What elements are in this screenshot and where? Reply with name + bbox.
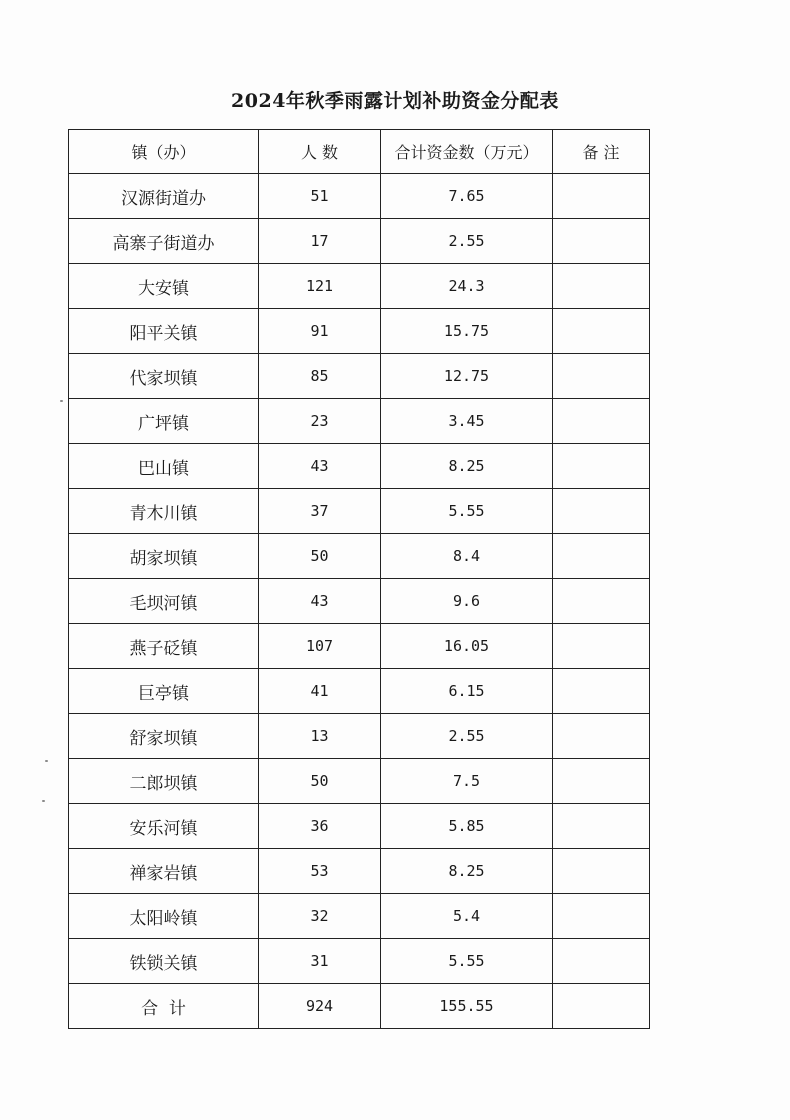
cell-funds: 5.85 [381,804,553,849]
table-row [69,939,650,984]
cell-funds: 8.25 [381,849,553,894]
table-row [69,894,650,939]
cell-funds: 16.05 [381,624,553,669]
cell-funds: 9.6 [381,579,553,624]
cell-remark [553,849,650,894]
cell-people: 91 [259,309,381,354]
table-body [69,174,650,984]
allocation-table [68,129,650,1029]
cell-town: 巨亭镇 [69,669,259,714]
cell-remark [553,309,650,354]
table-row [69,399,650,444]
table-row [69,264,650,309]
cell-town: 代家坝镇 [69,354,259,399]
cell-town: 青木川镇 [69,489,259,534]
cell-remark [553,759,650,804]
cell-town: 阳平关镇 [69,309,259,354]
total-people: 924 [259,984,381,1029]
cell-town: 二郎坝镇 [69,759,259,804]
cell-people: 13 [259,714,381,759]
cell-remark [553,534,650,579]
table-row [69,489,650,534]
scan-speck [42,800,45,802]
cell-people: 53 [259,849,381,894]
cell-remark [553,579,650,624]
cell-people: 17 [259,219,381,264]
cell-people: 85 [259,354,381,399]
scan-speck [60,400,63,402]
table-row [69,354,650,399]
cell-people: 41 [259,669,381,714]
cell-remark [553,354,650,399]
cell-funds: 2.55 [381,219,553,264]
table-row [69,804,650,849]
cell-remark [553,804,650,849]
cell-people: 23 [259,399,381,444]
cell-funds: 5.55 [381,939,553,984]
cell-people: 32 [259,894,381,939]
table-row [69,579,650,624]
total-remark [553,984,650,1029]
cell-people: 36 [259,804,381,849]
total-funds: 155.55 [381,984,553,1029]
cell-remark [553,264,650,309]
cell-town: 安乐河镇 [69,804,259,849]
table-row [69,669,650,714]
table-row [69,714,650,759]
header-funds: 合计资金数（万元） [381,130,553,174]
cell-people: 31 [259,939,381,984]
table-row [69,759,650,804]
cell-funds: 7.5 [381,759,553,804]
table-row [69,534,650,579]
table-row [69,444,650,489]
cell-remark [553,444,650,489]
cell-town: 铁锁关镇 [69,939,259,984]
cell-remark [553,669,650,714]
cell-people: 43 [259,444,381,489]
cell-remark [553,939,650,984]
scan-speck [45,760,48,762]
table-row [69,309,650,354]
cell-funds: 5.55 [381,489,553,534]
cell-funds: 8.25 [381,444,553,489]
cell-people: 107 [259,624,381,669]
cell-town: 舒家坝镇 [69,714,259,759]
total-label: 合 计 [69,984,259,1029]
cell-remark [553,624,650,669]
cell-funds: 8.4 [381,534,553,579]
cell-funds: 24.3 [381,264,553,309]
cell-people: 121 [259,264,381,309]
cell-town: 燕子砭镇 [69,624,259,669]
table-row [69,174,650,219]
cell-remark [553,399,650,444]
cell-town: 汉源街道办 [69,174,259,219]
cell-people: 37 [259,489,381,534]
cell-funds: 7.65 [381,174,553,219]
cell-funds: 6.15 [381,669,553,714]
table-row [69,849,650,894]
cell-people: 43 [259,579,381,624]
cell-town: 胡家坝镇 [69,534,259,579]
cell-funds: 15.75 [381,309,553,354]
cell-town: 巴山镇 [69,444,259,489]
cell-remark [553,489,650,534]
table-total-row [69,984,650,1029]
cell-people: 50 [259,534,381,579]
cell-town: 毛坝河镇 [69,579,259,624]
cell-funds: 2.55 [381,714,553,759]
cell-town: 大安镇 [69,264,259,309]
cell-funds: 12.75 [381,354,553,399]
header-people: 人 数 [259,130,381,174]
table-row [69,219,650,264]
cell-remark [553,714,650,759]
cell-town: 高寨子街道办 [69,219,259,264]
cell-town: 禅家岩镇 [69,849,259,894]
table-header-row [69,130,650,174]
cell-funds: 3.45 [381,399,553,444]
header-town: 镇（办） [69,130,259,174]
cell-town: 广坪镇 [69,399,259,444]
cell-people: 50 [259,759,381,804]
table-row [69,624,650,669]
cell-remark [553,894,650,939]
cell-people: 51 [259,174,381,219]
cell-funds: 5.4 [381,894,553,939]
document-title: 2024年秋季雨露计划补助资金分配表 [231,90,559,112]
cell-remark [553,219,650,264]
cell-remark [553,174,650,219]
cell-town: 太阳岭镇 [69,894,259,939]
header-remark: 备 注 [553,130,650,174]
